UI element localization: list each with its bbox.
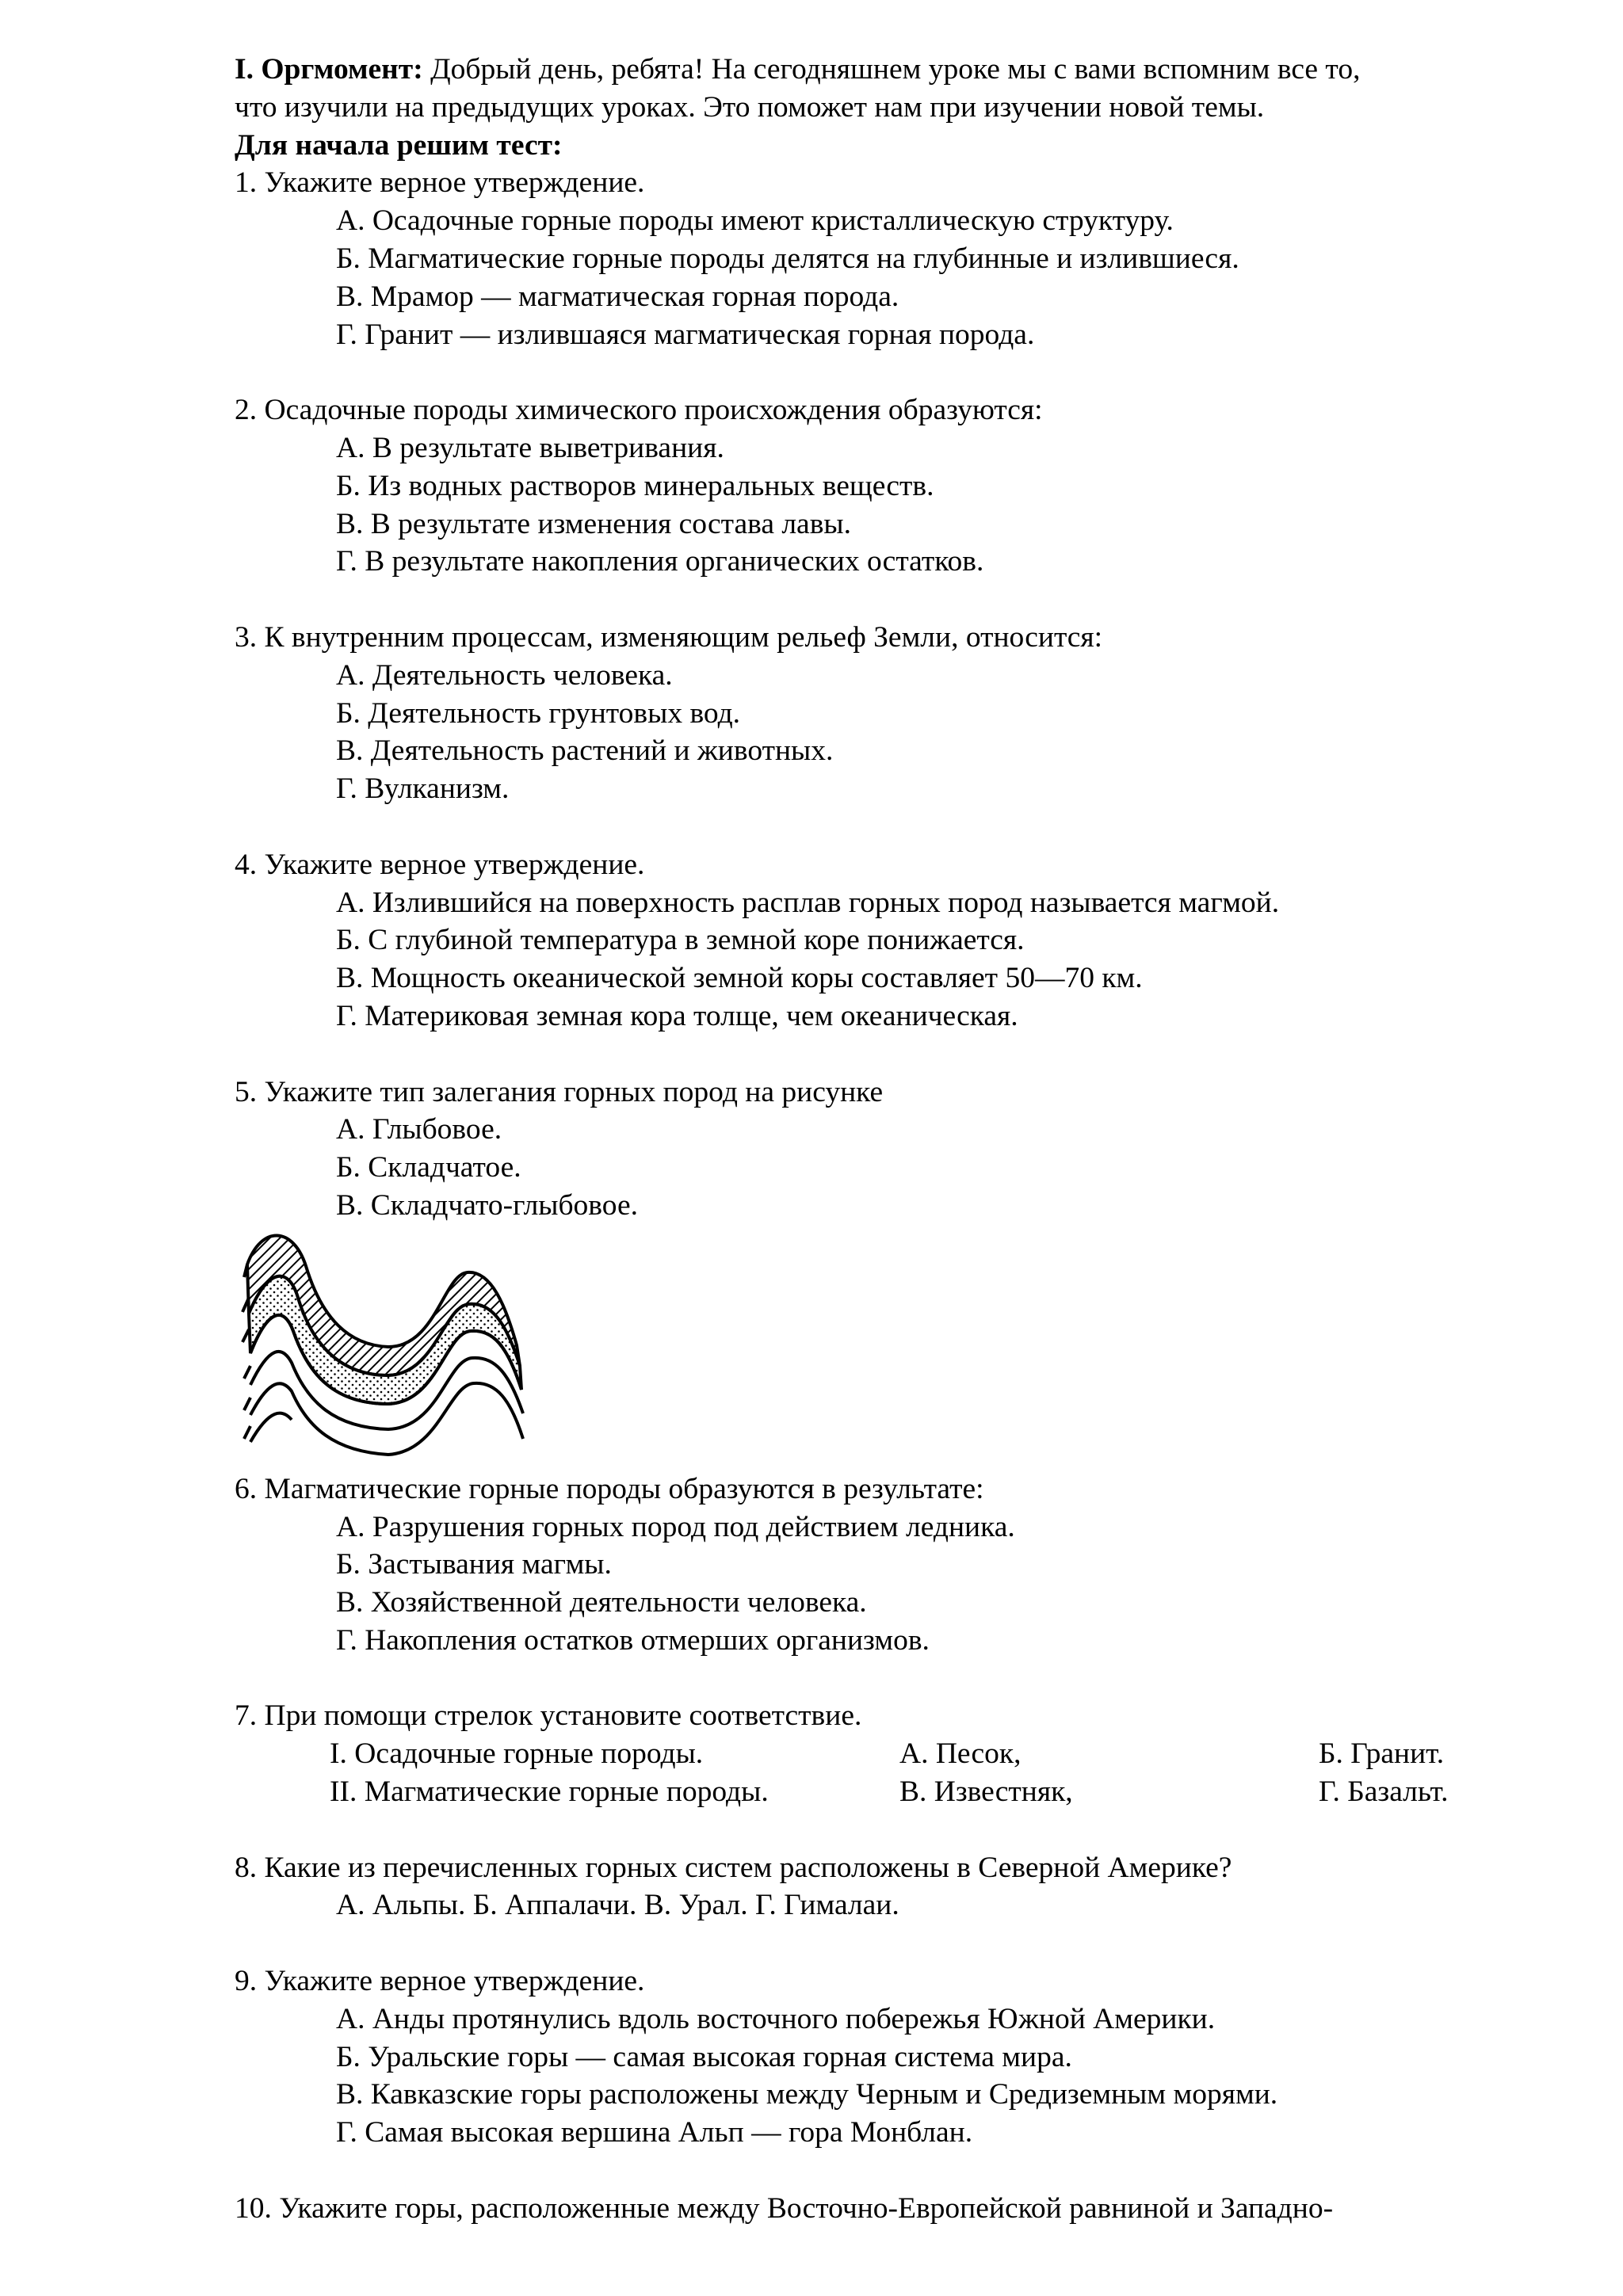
q7-row-2-right: Г. Базальт. [1319, 1775, 1449, 1809]
q2-option-c: В. В результате изменения состава лавы. [336, 507, 851, 540]
q3-option-c: В. Деятельность растений и животных. [336, 734, 834, 768]
question-4: 4. Укажите верное утверждение. [235, 848, 645, 881]
test-heading: Для начала решим тест: [235, 128, 563, 162]
question-1: 1. Укажите верное утверждение. [235, 166, 645, 200]
intro-heading: I. Оргмомент: [235, 53, 423, 86]
q1-option-a: А. Осадочные горные породы имеют кристаллическую структуру. [336, 204, 1174, 238]
q5-option-c: В. Складчато-глыбовое. [336, 1188, 638, 1222]
q4-option-d: Г. Материковая земная кора толще, чем океаническая. [336, 999, 1018, 1032]
q7-row-2-left: II. Магматические горные породы. [330, 1775, 769, 1809]
fold-diagram [235, 1226, 1503, 1470]
folded-rock-layers-image [230, 1226, 531, 1464]
q1-option-c: В. Мрамор — магматическая горная порода. [336, 280, 899, 313]
question-3: 3. К внутренним процессам, изменяющим рельеф Земли, относится: [235, 620, 1103, 654]
q9-option-b: Б. Уральские горы — самая высокая горная система мира. [336, 2040, 1072, 2073]
q4-option-a: А. Излившийся на поверхность расплав горных пород называется магмой. [336, 886, 1280, 919]
q4-option-c: В. Мощность океанической земной коры составляет 50—70 км. [336, 962, 1143, 995]
question-2: 2. Осадочные породы химического происхождения образуются: [235, 394, 1043, 427]
q1-option-b: Б. Магматические горные породы делятся на глубинные и излившиеся. [336, 242, 1239, 275]
q5-option-b: Б. Складчатое. [336, 1151, 521, 1184]
q7-row-1-mid: А. Песок, [899, 1737, 1022, 1771]
q6-option-c: В. Хозяйственной деятельности человека. [336, 1586, 867, 1619]
q7-row-2-mid: В. Известняк, [899, 1775, 1073, 1809]
question-9: 9. Укажите верное утверждение. [235, 1965, 645, 1998]
intro-line-1 [235, 51, 1503, 89]
q2-option-a: А. В результате выветривания. [336, 431, 724, 464]
q4-option-b: Б. С глубиной температура в земной коре понижается. [336, 924, 1025, 957]
q3-option-b: Б. Деятельность грунтовых вод. [336, 696, 741, 730]
question-5: 5. Укажите тип залегания горных пород на рисунке [235, 1075, 884, 1108]
q9-option-a: А. Анды протянулись вдоль восточного побережья Южной Америки. [336, 2002, 1216, 2035]
q9-option-c: В. Кавказские горы расположены между Черным и Средиземным морями. [336, 2078, 1278, 2111]
q3-option-d: Г. Вулканизм. [336, 772, 510, 806]
q6-option-a: А. Разрушения горных пород под действием ледника. [336, 1510, 1015, 1543]
q6-option-d: Г. Накопления остатков отмерших организмов. [336, 1623, 930, 1657]
q6-option-b: Б. Застывания магмы. [336, 1548, 612, 1581]
question-6: 6. Магматические горные породы образуются в результате: [235, 1472, 984, 1505]
q7-row-2 [235, 1773, 1503, 1811]
question-7: 7. При помощи стрелок установите соответствие. [235, 1699, 862, 1733]
q2-option-d: Г. В результате накопления органических остатков. [336, 545, 984, 578]
q3-option-a: А. Деятельность человека. [336, 658, 673, 692]
q1-option-d: Г. Гранит — излившаяся магматическая горная порода. [336, 318, 1035, 351]
question-8: 8. Какие из перечисленных горных систем расположены в Северной Америке? [235, 1851, 1232, 1884]
question-10: 10. Укажите горы, расположенные между Восточно-Европейской равниной и Западно- [235, 2191, 1334, 2225]
intro-text-1: Добрый день, ребята! На сегодняшнем уроке мы с вами вспомним все то, [422, 53, 1361, 86]
q7-row-1 [235, 1735, 1503, 1773]
q5-option-a: А. Глыбовое. [336, 1113, 502, 1146]
document-page [235, 51, 1503, 2228]
q8-options: А. Альпы. Б. Аппалачи. В. Урал. Г. Гималаи. [336, 1889, 899, 1922]
intro-text-2: что изучили на предыдущих уроках. Это поможет нам при изучении новой темы. [235, 90, 1265, 124]
q2-option-b: Б. Из водных растворов минеральных веществ. [336, 469, 934, 502]
q7-row-1-left: I. Осадочные горные породы. [330, 1737, 704, 1771]
q9-option-d: Г. Самая высокая вершина Альп — гора Монблан. [336, 2116, 973, 2149]
q7-row-1-right: Б. Гранит. [1319, 1737, 1445, 1771]
